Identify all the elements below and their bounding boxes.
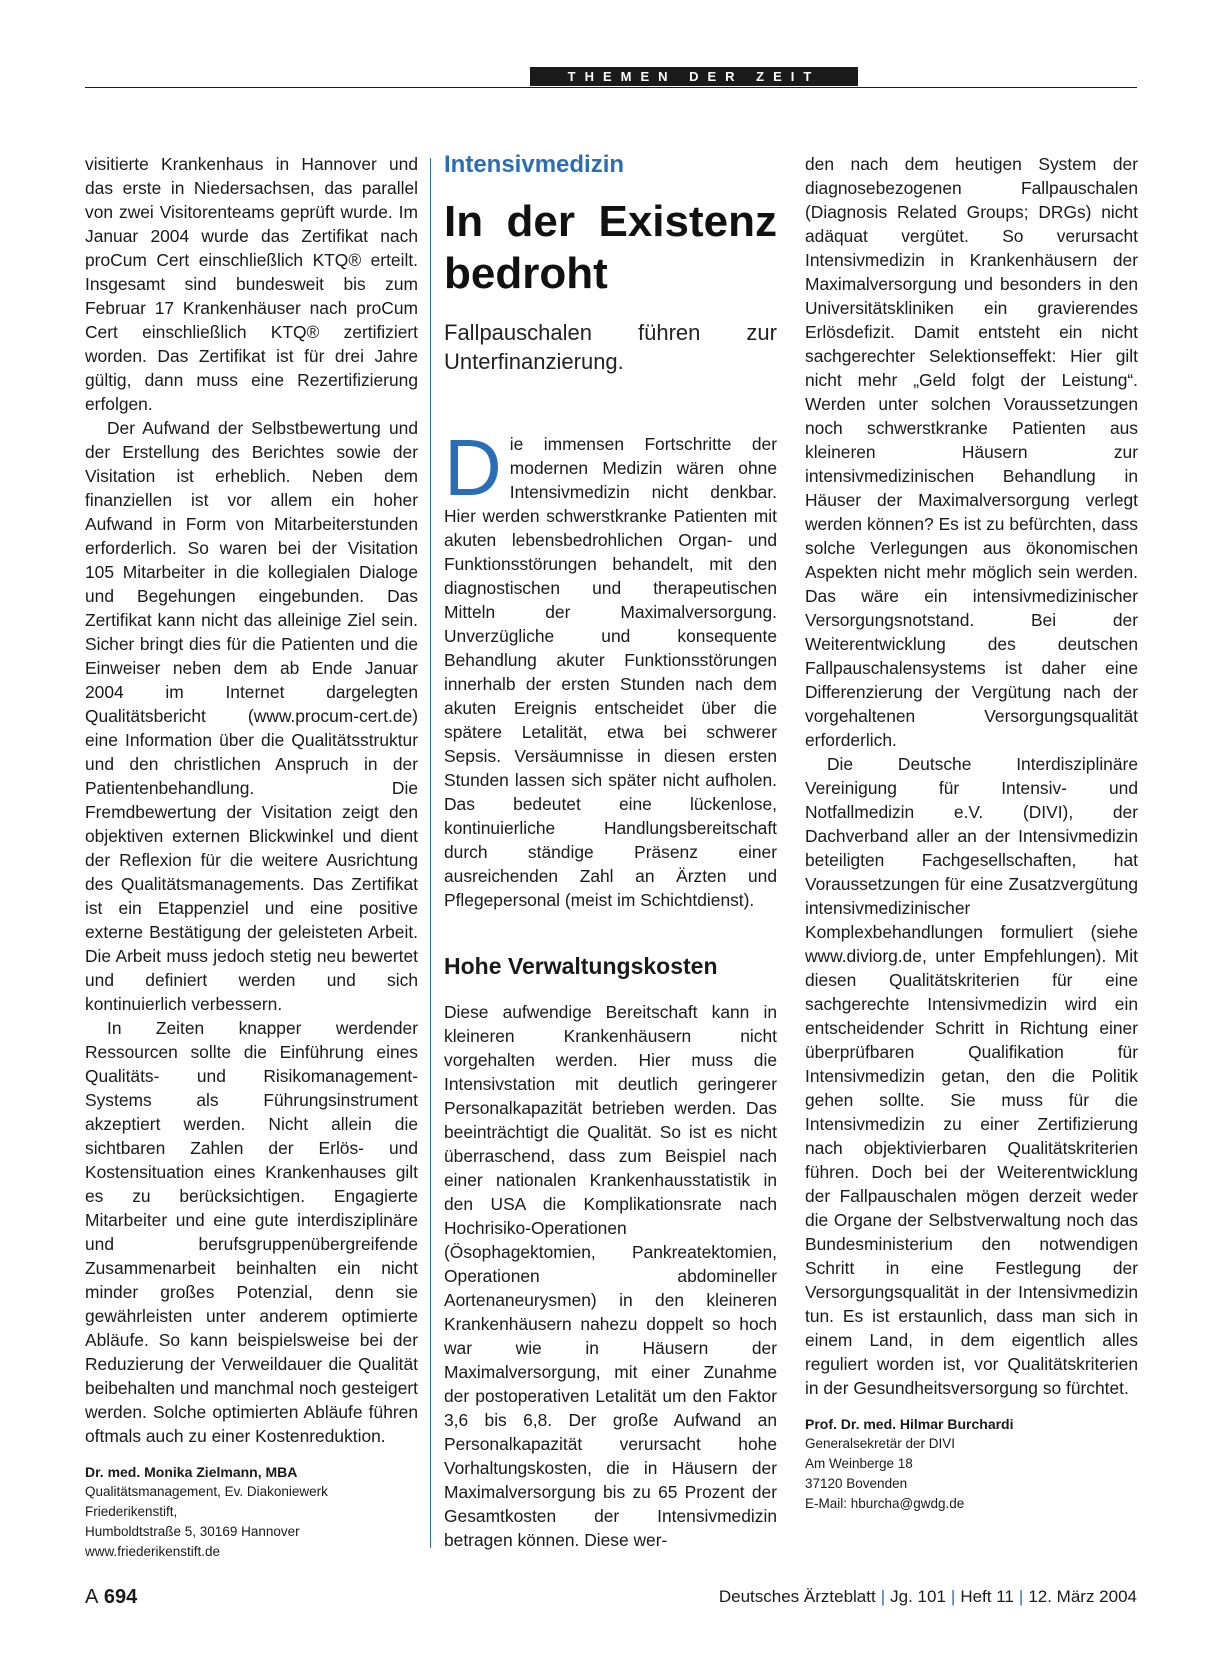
- lead-text: ie immensen Fortschritte der modernen Medizin wären ohne Intensivmedizin nicht denkbar. Hier werden schwerstkranke Patienten mit akuten lebensbedrohlichen Organ- und Funktionsstörungen behandelt, mit den diagnostischen und therapeutischen Mitteln der Maximalversorgung. Unverzügliche und konsequente Behandlung akuter Funktionsstörungen innerhalb der ersten Stunden nach dem akuten Ereignis entscheidet über die spätere Letalität, etwa bei schwerer Sepsis. Versäumnisse in diesen ersten Stunden lassen sich später nicht aufholen. Das bedeutet eine lückenlose, kontinuierliche Handlungsbereitschaft durch ständige Präsenz einer ausreichenden Zahl an Ärzten und Pflegepersonal (meist im Schichtdienst).: [444, 434, 777, 910]
- header-rule: [85, 67, 1137, 88]
- page-number: A 694: [85, 1586, 138, 1608]
- column-right: [805, 152, 1138, 1514]
- author-block: [805, 1414, 1138, 1514]
- separator: |: [1018, 1587, 1024, 1606]
- author-website: www.friederikenstift.de: [85, 1544, 221, 1559]
- paragraph: In Zeiten knapper werdender Ressourcen sollte die Einführung eines Qualitäts- und Risikomanagement-Systems als Führungsinstrument akzeptiert werden. Nicht allein die sichtbaren Zahlen der Erlös- und Kostensituation eines Krankenhauses gilt es zu berücksichtigen. Engagierte Mitarbeiter und eine gute interdisziplinäre und berufsgruppenübergreifende Zusammenarbeit beinhalten ein nicht minder großes Potenzial, denn sie gewährleisten unter anderem optimierte Abläufe. So kann beispielsweise bei der Reduzierung der Verweildauer die Qualität beibehalten und manchmal noch gesteigert werden. Solche optimierten Abläufe führen oftmals auch zu einer Kostenreduktion.: [85, 1018, 418, 1446]
- paragraph: Diese aufwendige Bereitschaft kann in kleineren Krankenhäusern nicht vorgehalten werden. Hier muss die Intensivstation mit deutlich geringerer Personalkapazität betrieben werden. Das beeinträchtigt die Qualität. So ist es nicht überraschend, dass zum Beispiel nach einer nationalen Krankenhausstatistik in den USA die Komplikationsrate nach Hochrisiko-Operationen (Ösophagektomien, Pankreatektomien, Operationen abdomineller Aortenaneurysmen) in den kleineren Krankenhäusern nahezu doppelt so hoch war wie in Häusern der Maximalversorgung, mit einer Zunahme der postoperativen Letalität um den Faktor 3,6 bis 6,8. Der große Aufwand an Personalkapazität verursacht hohe Vorhaltungskosten, die in Häusern der Maximalversorgung bis zu 65 Prozent der Gesamtkosten der Intensivmedizin betragen können. Diese wer-: [444, 1002, 777, 1550]
- author-affiliation: Qualitätsmanagement, Ev. Diakoniewerk Friederikenstift,: [85, 1484, 328, 1519]
- paragraph: Die Deutsche Interdisziplinäre Vereinigung für Intensiv- und Notfallmedizin e.V. (DIVI), der Dachverband aller an der Intensivmedizin beteiligten Fachgesellschaften, hat Voraussetzungen für eine Zusatzvergütung intensivmedizinischer Komplexbehandlungen formuliert (siehe www.diviorg.de, unter Empfehlungen). Mit diesen Qualitätskriterien für eine sachgerechte Intensivmedizin wird ein entscheidender Schritt in Richtung einer überprüfbaren Qualifikation für Intensivmedizin getan, den die Politik gehen sollte. Sie muss für die Intensivmedizin zu einer Zertifizierung nach objektivierbaren Qualitätskriterien führen. Doch bei der Weiterentwicklung der Fallpauschalen mögen derzeit weder die Organe der Selbstverwaltung noch das Bundesministerium den notwendigen Schritt in eine Festlegung der Versorgungsqualität in der Intensivmedizin tun. Es ist erstaunlich, dass man sich in einem Land, in dem eigentlich alles reguliert worden ist, vor Qualitätskriterien in der Gesundheitsversorgung so fürchtet.: [805, 754, 1138, 1398]
- lead-paragraph: [444, 423, 777, 912]
- author-street: Am Weinberge 18: [805, 1456, 913, 1471]
- article-headline: In der Existenz bedroht: [444, 197, 777, 298]
- journal-name: Deutsches Ärzteblatt: [718, 1587, 876, 1606]
- drop-cap: D: [444, 423, 502, 512]
- paragraph: visitierte Krankenhaus in Hannover und das erste in Niedersachsen, das parallel von zwei Visitorenteams geprüft wurde. Im Januar 2004 wurde das Zertifikat nach proCum Cert einschließlich KTQ® erteilt. Insgesamt sind bundesweit bis zum Februar 17 Krankenhäuser nach proCum Cert einschließlich KTQ® zertifiziert worden. Das Zertifikat ist für drei Jahre gültig, dann muss eine Rezertifizierung erfolgen.: [85, 154, 418, 414]
- author-address: Humboldtstraße 5, 30169 Hannover: [85, 1524, 300, 1539]
- author-name: Dr. med. Monika Zielmann, MBA: [85, 1464, 298, 1480]
- paragraph: den nach dem heutigen System der diagnosebezogenen Fallpauschalen (Diagnosis Related Groups; DRGs) nicht adäquat vergütet. So verursacht Intensivmedizin in Krankenhäusern der Maximalversorgung und besonders in den Universitätskliniken ein gravierendes Erlösdefizit. Damit entsteht ein nicht sachgerechter Selektionseffekt: Hier gilt nicht mehr „Geld folgt der Leistung“. Werden unter solchen Voraussetzungen noch schwerstkranke Patienten aus kleineren Häusern zur intensivmedizinischen Behandlung in Häuser der Maximalversorgung verlegt werden können? Es ist zu befürchten, dass solche Verlegungen aus ökonomischen Aspekten nicht mehr möglich sein werden. Das wäre ein intensivmedizinischer Versorgungsnotstand. Bei der Weiterentwicklung des deutschen Fallpauschalensystems ist daher eine Differenzierung der Vergütung nach der vorgehaltenen Versorgungsqualität erforderlich.: [805, 154, 1138, 750]
- page-footer: [85, 1586, 1137, 1610]
- separator: |: [880, 1587, 886, 1606]
- journal-issue: Heft 11: [960, 1587, 1014, 1606]
- journal-citation: [719, 1586, 1137, 1608]
- separator: |: [950, 1587, 956, 1606]
- article-subheadline: Fallpauschalen führen zur Unterfinanzierung.: [444, 320, 777, 374]
- journal-volume: Jg. 101: [890, 1587, 946, 1606]
- section-label: THEMEN DER ZEIT: [530, 67, 858, 86]
- author-name: Prof. Dr. med. Hilmar Burchardi: [805, 1416, 1014, 1432]
- author-block: [85, 1462, 418, 1562]
- author-title: Generalsekretär der DIVI: [805, 1436, 956, 1451]
- article-rubric: Intensivmedizin: [444, 151, 625, 178]
- paragraph: Der Aufwand der Selbstbewertung und der Erstellung des Berichtes sowie der Visitation ist erheblich. Neben dem finanziellen ist vor allem ein hoher Aufwand in Form von Mitarbeiterstunden erforderlich. So waren bei der Visitation 105 Mitarbeiter in die kollegialen Dialoge und Begehungen eingebunden. Das Zertifikat kann nicht das alleinige Ziel sein. Sicher bringt dies für die Patienten und die Einweiser neben dem ab Ende Januar 2004 im Internet dargelegten Qualitätsbericht (www.procum-cert.de) eine Information über die Qualitätsstruktur und den christlichen Anspruch in der Patientenbehandlung. Die Fremdbewertung der Visitation zeigt den objektiven externen Blickwinkel und dient der Reflexion für die weitere Ausrichtung des Qualitätsmanagements. Das Zertifikat ist ein Etappenziel und eine positive externe Bestätigung der geleisteten Arbeit. Die Arbeit muss jedoch stetig neu bewertet und definiert werden und sich kontinuierlich verbessern.: [85, 418, 418, 1014]
- column-left: [85, 152, 418, 1562]
- column-middle: [444, 150, 777, 1552]
- column-divider: [430, 158, 431, 1548]
- author-city: 37120 Bovenden: [805, 1476, 908, 1491]
- author-email: E-Mail: hburcha@gwdg.de: [805, 1496, 965, 1511]
- section-heading: Hohe Verwaltungskosten: [444, 953, 718, 979]
- journal-date: 12. März 2004: [1028, 1587, 1137, 1606]
